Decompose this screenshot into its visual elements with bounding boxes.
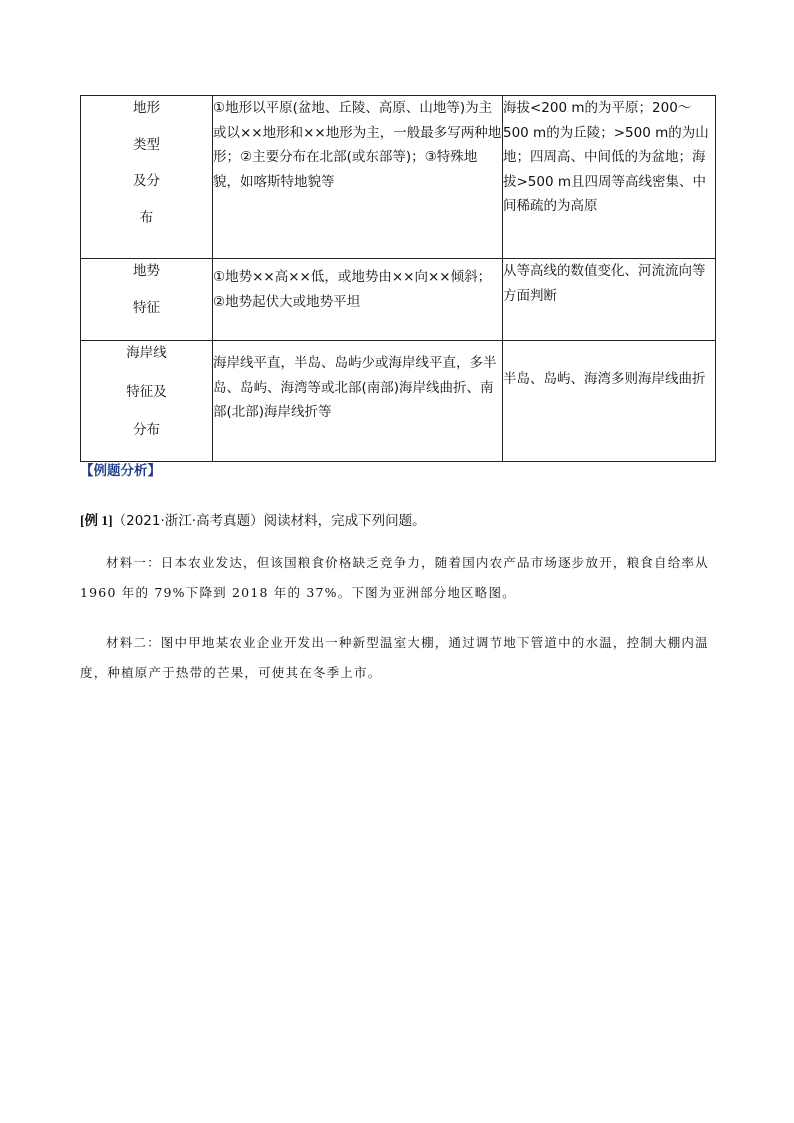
cell-text: ①地形以平原(盆地、丘陵、高原、山地等)为主或以××地形和××地形为主，一般最多写两种地形；②主要分布在北部(或东部等)；③特殊地貌，如喀斯特地貌等 <box>213 100 502 190</box>
example-number: [例 1] <box>80 513 113 528</box>
section-heading-example-analysis: 【例题分析】 <box>80 463 161 479</box>
table-row-terrain-trend <box>81 259 716 341</box>
example-question-header <box>80 512 426 530</box>
row-header-line: 地势 <box>133 263 160 279</box>
material-two-paragraph: 材料二：图中甲地某农业企业开发出一种新型温室大棚，通过调节地下管道中的水温，控制大棚内温度，种植原产于热带的芒果，可使其在冬季上市。 <box>80 635 709 680</box>
cell-text: 海岸线平直，半岛、岛屿少或海岸线平直，多半岛、岛屿、海湾等或北部(南部)海岸线曲折、南部(北部)海岸线折等 <box>213 355 497 420</box>
table-row-terrain-type <box>81 96 716 259</box>
row-header-coastline <box>81 341 213 462</box>
material-one-paragraph: 材料一：日本农业发达，但该国粮食价格缺乏竞争力，随着国内农产品市场逐步放开，粮食自给率从 1960 年的 79%下降到 2018 年的 37%。下图为亚洲部分地区略图。 <box>80 555 709 600</box>
row-header-line: 及分 <box>133 173 160 189</box>
terrain-trend-description <box>213 259 503 341</box>
terrain-type-description <box>213 96 503 259</box>
row-header-terrain-type <box>81 96 213 259</box>
coastline-method <box>503 341 716 462</box>
cell-text: 半岛、岛屿、海湾多则海岸线曲折 <box>503 371 706 387</box>
terrain-type-method <box>503 96 716 259</box>
row-header-line: 特征 <box>133 299 160 316</box>
row-header-line: 地形 <box>133 100 160 116</box>
coastline-description <box>213 341 503 462</box>
cell-text: 海拔<200 m的为平原；200～500 m的为丘陵；>500 m的为山地；四周高、中间低的为盆地；海拔>500 m且四周等高线密集、中间稀疏的为高原 <box>503 100 709 214</box>
table-row-coastline <box>81 341 716 462</box>
row-header-line: 布 <box>139 209 154 226</box>
cell-text: 从等高线的数值变化、河流流向等方面判断 <box>503 263 706 304</box>
cell-text: ①地势××高××低，或地势由××向××倾斜；②地势起伏大或地势平坦 <box>213 269 492 310</box>
terrain-trend-method <box>503 259 716 341</box>
terrain-feature-table <box>80 95 716 462</box>
row-header-line: 分布 <box>133 422 160 438</box>
example-source: （2021·浙江·高考真题） <box>112 513 264 529</box>
example-prompt: 阅读材料，完成下列问题。 <box>263 513 426 529</box>
row-header-terrain-trend <box>81 259 213 341</box>
row-header-line: 类型 <box>133 136 160 153</box>
row-header-line: 特征及 <box>126 383 167 400</box>
row-header-line: 海岸线 <box>126 345 167 361</box>
